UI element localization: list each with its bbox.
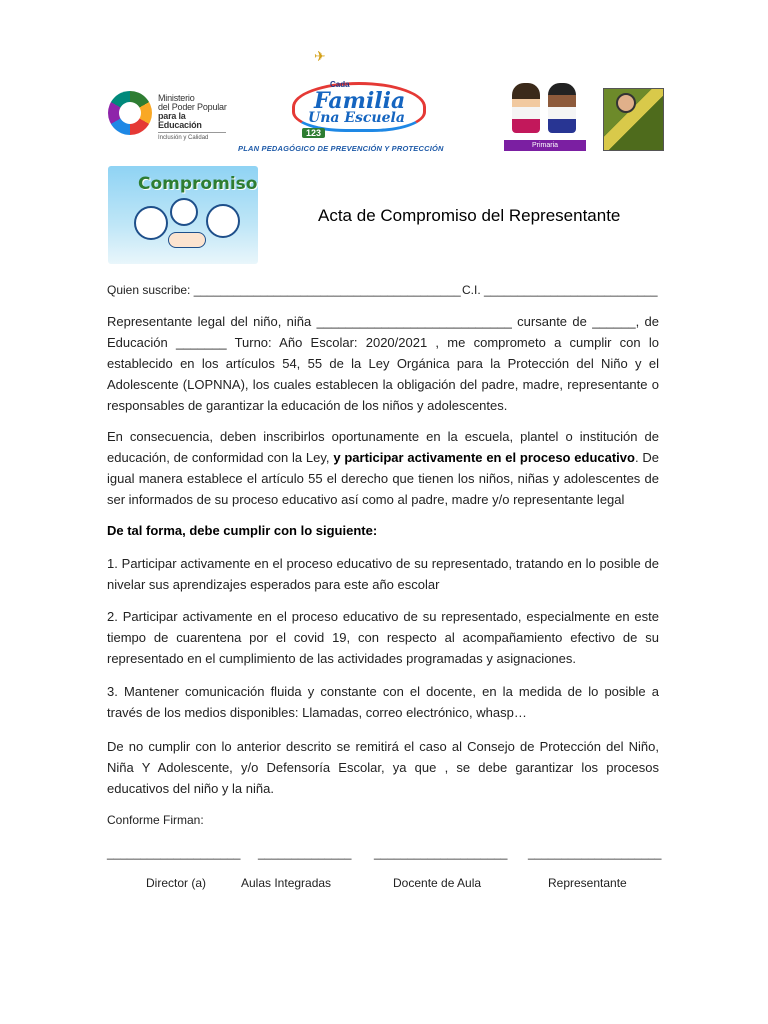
girl-figure-icon [512, 83, 540, 133]
ministerio-line-3: para la Educación [158, 111, 202, 130]
signature-label-director: Director (a) [146, 876, 207, 890]
school-badge-image [603, 88, 664, 151]
ministerio-line-1: Ministerio [158, 93, 195, 103]
paragraph-consecuencia [107, 426, 659, 510]
ministerio-logo [106, 88, 230, 150]
signature-line-docente: ____________________ [374, 846, 508, 860]
obligation-item-1: 1. Participar activamente en el proceso educativo de su representado, tratando en lo posible de nivelar sus aprendizajes esperados para este año escolar [107, 556, 659, 592]
ministerio-divider [158, 132, 226, 133]
familia-una-text: Una Escuela [308, 110, 405, 126]
quien-suscribe-field: Quien suscribe: ________________________________________ [107, 283, 461, 297]
portrait-icon [616, 93, 636, 113]
signature-line-director: ____________________ [107, 846, 241, 860]
ministerio-subtitle: Inclusión y Calidad [158, 135, 209, 141]
familia-main-text: Familia [314, 88, 406, 114]
primaria-label: Primaria [504, 140, 586, 151]
primaria-kids-logo [504, 79, 586, 151]
familia-numbers: 123 [302, 128, 325, 138]
paper-plane-icon: ✈ [314, 48, 326, 64]
ministerio-emblem-icon [108, 91, 152, 135]
obligations-heading: De tal forma, debe cumplir con lo siguiente: [107, 523, 378, 538]
consecuencia-text-a: En consecuencia, deben inscribirlos oportunamente en la escuela, plantel o institución de educación, de conformidad con la Ley, [107, 429, 659, 465]
paragraph-representante: Representante legal del niño, niña ___________________________ cursante de ______, de Educación _______ Turno: Año Escolar: 2020/2021 , me comprometo a cumplir con lo establecido en los artículos 54, 55 de la Ley Orgánica para la Protección del Niño y el Adolescente (LOPNNA), los cuales establecen la obligación del padre, madre, representante o responsables de garantizar la educación de los niños y adolescentes. [107, 314, 659, 413]
closing-paragraph: De no cumplir con lo anterior descrito se remitirá el caso al Consejo de Protección del Niño, Niña Y Adolescente, y/o Defensoría Escolar, ya que , se debe garantizar los procesos educativos del niño y la niña. [107, 739, 659, 796]
obligation-item-2: 2. Participar activamente en el proceso educativo de su representado, especialmente en este tiempo de cuarentena por el covid 19, con respecto al acompañamiento efectivo de su representado en el cumplimiento de las actividades programadas y asignaciones. [107, 609, 659, 666]
conforme-firman: Conforme Firman: [107, 813, 204, 827]
ci-field: C.I. __________________________ [462, 283, 658, 297]
signature-line-representante: ____________________ [528, 846, 662, 860]
document-title: Acta de Compromiso del Representante [318, 206, 621, 225]
plan-pedagogico-text: PLAN PEDAGÓGICO DE PREVENCIÓN Y PROTECCIÓN [238, 144, 444, 153]
familia-cada-text: Cada [330, 80, 350, 89]
compromiso-word: Compromiso [138, 174, 258, 194]
joined-hands-icon [168, 232, 206, 248]
familia-escuela-logo [286, 48, 426, 144]
consecuencia-text-c: . De igual manera establece el artículo 55 el derecho que tienen los niños, niñas y adolescentes de ser informados de su proceso educativo así como al padre, madre y/o representante legal [107, 450, 659, 507]
boy-figure-icon [548, 83, 576, 133]
signature-label-aulas: Aulas Integradas [241, 876, 332, 890]
signature-label-docente: Docente de Aula [393, 876, 482, 890]
ministerio-text [158, 94, 230, 130]
obligation-item-3: 3. Mantener comunicación fluida y constante con el docente, en la medida de lo posible a través de los medios disponibles: Llamadas, correo electrónico, whasp… [107, 684, 659, 720]
signature-label-representante: Representante [548, 876, 627, 890]
consecuencia-bold-text: y participar activamente en el proceso educativo [329, 450, 635, 465]
signature-line-aulas: ______________ [258, 846, 352, 860]
ministerio-line-2: del Poder Popular [158, 102, 227, 112]
